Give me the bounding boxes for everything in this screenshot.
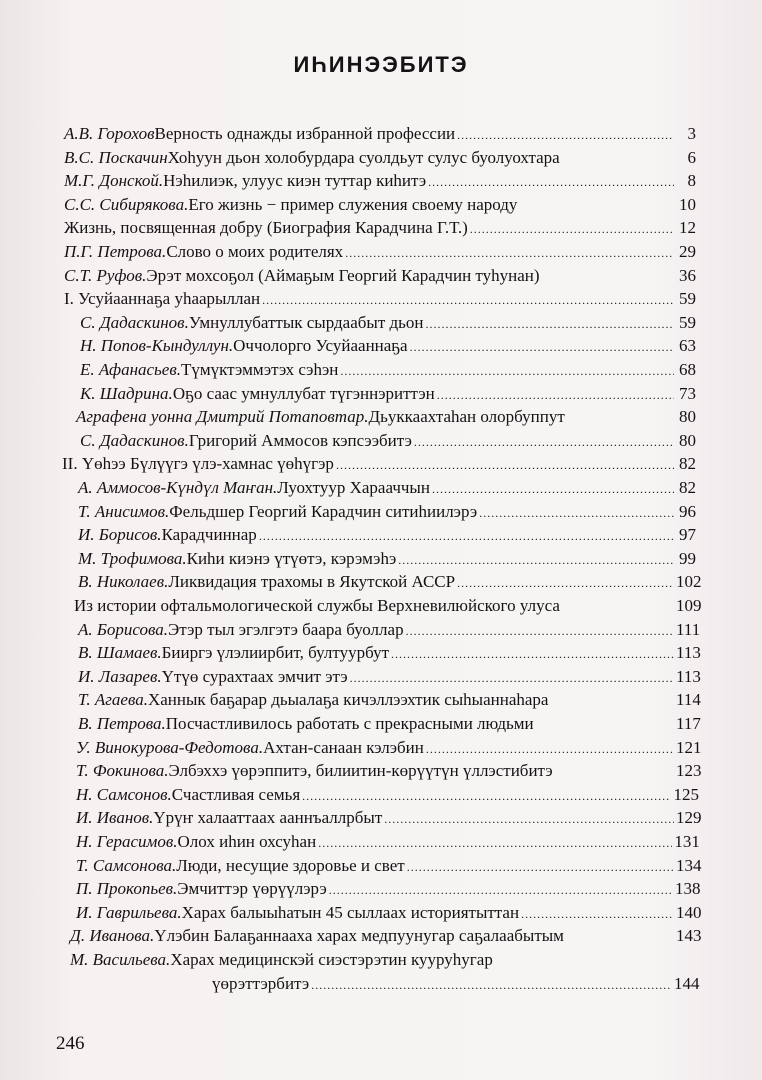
toc-page-number: 113 xyxy=(676,666,701,686)
toc-page-number: 12 xyxy=(679,218,696,238)
toc-entry xyxy=(70,948,696,972)
toc-entry xyxy=(78,476,696,500)
toc-leader-dots xyxy=(398,547,674,572)
toc-title: Слово о моих родителях xyxy=(166,242,344,261)
toc-leader-dots xyxy=(428,169,674,194)
toc-page-number: 121 xyxy=(676,737,702,757)
toc-title: Его жизнь − пример служения своему народу xyxy=(188,194,518,214)
toc-author: С.С. Сибирякова. xyxy=(64,194,189,214)
toc-page-number: 109 xyxy=(676,596,702,615)
toc-entry xyxy=(80,429,696,453)
toc-title: Эмчиттэр үөрүүлэрэ xyxy=(177,879,327,899)
toc-author: П. Прокопьев. xyxy=(76,879,178,899)
toc-title: Посчастливилось работать с прекрасными людьми xyxy=(165,714,534,733)
toc-page-number: 129 xyxy=(676,808,702,828)
toc-leader-dots xyxy=(340,358,674,383)
toc-entry xyxy=(64,287,696,311)
toc-title: Умнуллубаттык сырдаабыт дьон xyxy=(188,312,424,332)
toc-title: Нэһилиэк, улуус киэн туттар киһитэ xyxy=(163,171,427,191)
toc-page-number: 140 xyxy=(676,902,702,922)
toc-author: И. Борисов. xyxy=(78,525,162,545)
toc-page-number: 96 xyxy=(679,501,696,521)
toc-author: А. Борисова. xyxy=(78,619,169,639)
toc-page-number: 131 xyxy=(674,832,700,851)
toc-leader-dots xyxy=(318,830,672,855)
toc-author: Т. Самсонова. xyxy=(76,855,177,875)
toc-leader-dots xyxy=(470,216,674,241)
toc-author: С. Дадаскинов. xyxy=(80,312,189,332)
toc-entry xyxy=(64,169,696,193)
toc-author: Д. Иванова. xyxy=(70,926,155,946)
toc-entry xyxy=(78,523,696,547)
toc-title: Олох иһин охсуһан xyxy=(177,832,317,851)
toc-page-number: 97 xyxy=(679,525,696,545)
toc-leader-dots xyxy=(391,641,674,666)
toc-entry xyxy=(64,193,696,217)
toc-page-number: 3 xyxy=(687,124,696,143)
toc-leader-dots xyxy=(426,311,675,336)
toc-entry xyxy=(64,146,696,170)
toc-leader-dots xyxy=(329,877,673,902)
toc-author: А. Аммосов-Күндүл Маҥан. xyxy=(78,478,278,497)
toc-entry xyxy=(78,570,702,594)
toc-title: Григорий Аммосов кэпсээбитэ xyxy=(188,430,412,450)
toc-leader-dots xyxy=(407,854,674,879)
toc-entry xyxy=(74,594,702,618)
toc-page-number: 99 xyxy=(679,548,696,568)
toc-entry xyxy=(76,759,702,783)
toc-author: У. Винокурова-Федотова. xyxy=(76,737,264,757)
toc-entry xyxy=(78,665,701,689)
toc-leader-dots xyxy=(521,901,674,926)
toc-author: М. Трофимова. xyxy=(78,548,187,568)
toc-title: Ханнык баҕарар дьыалаҕа кичэллээхтик сыһыаннаһара xyxy=(147,690,549,710)
toc-title: Үтүө сурахтаах эмчит этэ xyxy=(161,666,348,686)
page-number: 246 xyxy=(56,1033,85,1054)
toc-page-number: 113 xyxy=(676,643,701,663)
toc-entry xyxy=(76,854,702,878)
toc-author: Аграфена уонна Дмитрий Потаповтар. xyxy=(76,407,369,427)
toc-author: И. Лазарев. xyxy=(78,666,162,686)
toc-author: И. Гаврильева. xyxy=(76,902,182,922)
toc-title: Оччолорго Усуйааннаҕа xyxy=(233,336,408,356)
toc-title: Жизнь, посвященная добру (Биография Карадчина Г.Т.) xyxy=(64,218,468,238)
toc-leader-dots xyxy=(432,476,674,501)
toc-entry xyxy=(212,972,700,996)
toc-leader-dots xyxy=(457,570,674,595)
toc-leader-dots xyxy=(384,806,674,831)
toc-entry xyxy=(64,240,696,264)
toc-page-number: 143 xyxy=(676,926,702,946)
toc-page-number: 73 xyxy=(679,383,696,403)
toc-author: В.С. Поскачин xyxy=(64,147,168,167)
toc-title: Үлэбин Балаҕаннааха харах медпуунугар саҕалаабытым xyxy=(154,926,564,946)
toc-entry xyxy=(78,618,701,642)
toc-page-number: 82 xyxy=(679,454,696,474)
toc-author: Н. Герасимов. xyxy=(76,832,178,851)
toc-entry xyxy=(64,122,696,146)
toc-leader-dots xyxy=(457,122,674,147)
toc-title: II. Үөһээ Бүлүүгэ үлэ-хамнас үөһүгэр xyxy=(62,454,334,474)
toc-author: Н. Попов-Кындуллун. xyxy=(80,336,234,356)
toc-title: Оҕо саас умнуллубат түгэннэриттэн xyxy=(172,383,435,403)
toc-author: В. Петрова. xyxy=(78,714,166,733)
toc-title: Верность однажды избранной профессии xyxy=(154,124,456,143)
toc-page-number: 36 xyxy=(679,265,696,285)
toc-entry xyxy=(70,924,702,948)
toc-entry xyxy=(64,264,696,288)
toc-entry xyxy=(80,334,696,358)
toc-page-number: 29 xyxy=(679,242,696,261)
toc-page-number: 125 xyxy=(673,784,699,804)
toc-author: В. Шамаев. xyxy=(78,643,162,663)
toc-entry xyxy=(80,358,696,382)
toc-author: В. Николаев. xyxy=(78,572,169,592)
toc-title: Эрэт мохсоҕол (Аймаҕым Георгий Карадчин туһунан) xyxy=(146,265,540,285)
toc-title: Бииргэ үлэлиирбит, бултуурбут xyxy=(161,643,390,663)
toc-leader-dots xyxy=(426,736,674,761)
toc-entry xyxy=(80,382,696,406)
toc-author: П.Г. Петрова. xyxy=(64,242,167,261)
toc-entry xyxy=(62,452,696,476)
toc-author: Т. Фокинова. xyxy=(76,761,169,781)
toc-entry xyxy=(78,500,696,524)
toc-entry xyxy=(76,901,702,925)
toc-title: Этэр тыл эгэлгэтэ баара буоллар xyxy=(168,619,404,639)
toc-page-number: 8 xyxy=(687,171,696,191)
toc-page-number: 6 xyxy=(687,147,696,167)
toc-leader-dots xyxy=(406,618,674,643)
toc-leader-dots xyxy=(410,334,674,359)
toc-entry xyxy=(80,311,696,335)
toc-page-number: 134 xyxy=(676,855,702,875)
toc-title: Ахтан-санаан кэлэбин xyxy=(263,737,424,757)
toc-page-number: 59 xyxy=(679,312,696,332)
toc-author: А.В. Горохов xyxy=(64,124,155,143)
toc-title: Үрүҥ халааттаах ааннъаллрбыт xyxy=(153,808,383,828)
toc-author: М.Г. Донской. xyxy=(64,171,164,191)
toc-title: Харах медицинскэй сиэстэрэтин кууруһугар xyxy=(170,950,493,969)
toc-entry xyxy=(78,547,696,571)
toc-title: Фельдшер Георгий Карадчин ситиһиилэрэ xyxy=(169,501,478,521)
toc-page-number: 123 xyxy=(676,761,702,781)
toc-entry xyxy=(76,806,702,830)
toc-author: Н. Самсонов. xyxy=(76,784,172,804)
toc-entry xyxy=(76,877,701,901)
toc-entry xyxy=(76,736,702,760)
toc-author: Т. Анисимов. xyxy=(78,501,170,521)
toc-entry xyxy=(78,641,701,665)
toc-leader-dots xyxy=(414,429,674,454)
toc-leader-dots xyxy=(345,240,674,265)
toc-title: Карадчиннар xyxy=(161,525,257,545)
toc-author: К. Шадрина. xyxy=(80,383,173,403)
toc-page-number: 10 xyxy=(679,194,696,214)
toc-title: Элбэххэ үөрэппитэ, билиитин-көрүүтүн үллэстибитэ xyxy=(168,761,553,781)
toc-page-number: 144 xyxy=(673,973,700,993)
toc-entry xyxy=(78,712,701,736)
toc-title: Түмүктэммэтэх сэһэн xyxy=(180,360,339,379)
toc-author: Т. Агаева. xyxy=(78,690,148,710)
toc-leader-dots xyxy=(437,382,674,407)
toc-page-number: 80 xyxy=(679,407,696,427)
toc-leader-dots xyxy=(350,665,674,690)
toc-page-number: 68 xyxy=(679,360,696,379)
toc-title: Ликвидация трахомы в Якутской АССР xyxy=(168,572,456,592)
toc-author: Е. Афанасьев. xyxy=(80,360,181,379)
toc-entry xyxy=(76,405,696,429)
toc-leader-dots xyxy=(259,523,674,548)
toc-title: Луохтуур Харааччын xyxy=(277,478,430,497)
toc-title: үөрэттэрбитэ xyxy=(212,973,310,993)
toc-author: И. Иванов. xyxy=(76,808,154,828)
toc-leader-dots xyxy=(302,783,671,808)
toc-title: Люди, несущие здоровье и свет xyxy=(176,855,405,875)
toc-title: Из истории офтальмологической службы Верхневилюйского улуса xyxy=(74,596,560,615)
toc-page-number: 111 xyxy=(676,619,701,639)
toc-title: I. Усуйааннаҕа уһаарыллан xyxy=(64,289,261,309)
toc-author: С. Дадаскинов. xyxy=(80,430,189,450)
toc-title: Киһи киэнэ үтүөтэ, кэрэмэһэ xyxy=(186,548,397,568)
toc-leader-dots xyxy=(262,287,674,312)
page-title: ИҺИНЭЭБИТЭ xyxy=(293,52,469,77)
toc-leader-dots xyxy=(336,452,674,477)
toc-title: Счастливая семья xyxy=(171,784,301,804)
toc-page-number: 63 xyxy=(679,336,696,356)
toc-leader-dots xyxy=(479,500,674,525)
toc-entry xyxy=(76,830,700,854)
toc-leader-dots xyxy=(311,972,672,997)
toc-entry xyxy=(64,216,696,240)
toc-page-number: 59 xyxy=(679,289,696,309)
toc-page-number: 117 xyxy=(676,714,701,733)
toc-author: С.Т. Руфов. xyxy=(64,265,147,285)
toc-title: Хоһуун дьон холобурдара суолдьут сулус буолуохтара xyxy=(167,147,560,167)
toc-page-number: 102 xyxy=(676,572,702,592)
toc-page-number: 82 xyxy=(679,478,696,497)
toc-entry xyxy=(76,783,699,807)
toc-title: Дьуккаахтаһан олорбуппут xyxy=(368,407,565,427)
toc-author: М. Васильева. xyxy=(70,950,171,969)
toc-page-number: 80 xyxy=(679,430,696,450)
toc-page-number: 114 xyxy=(676,690,701,710)
toc-title: Харах балыыһатын 45 сыллаах историятыттан xyxy=(181,902,520,922)
toc-page-number: 138 xyxy=(675,879,701,899)
toc-entry xyxy=(78,688,701,712)
